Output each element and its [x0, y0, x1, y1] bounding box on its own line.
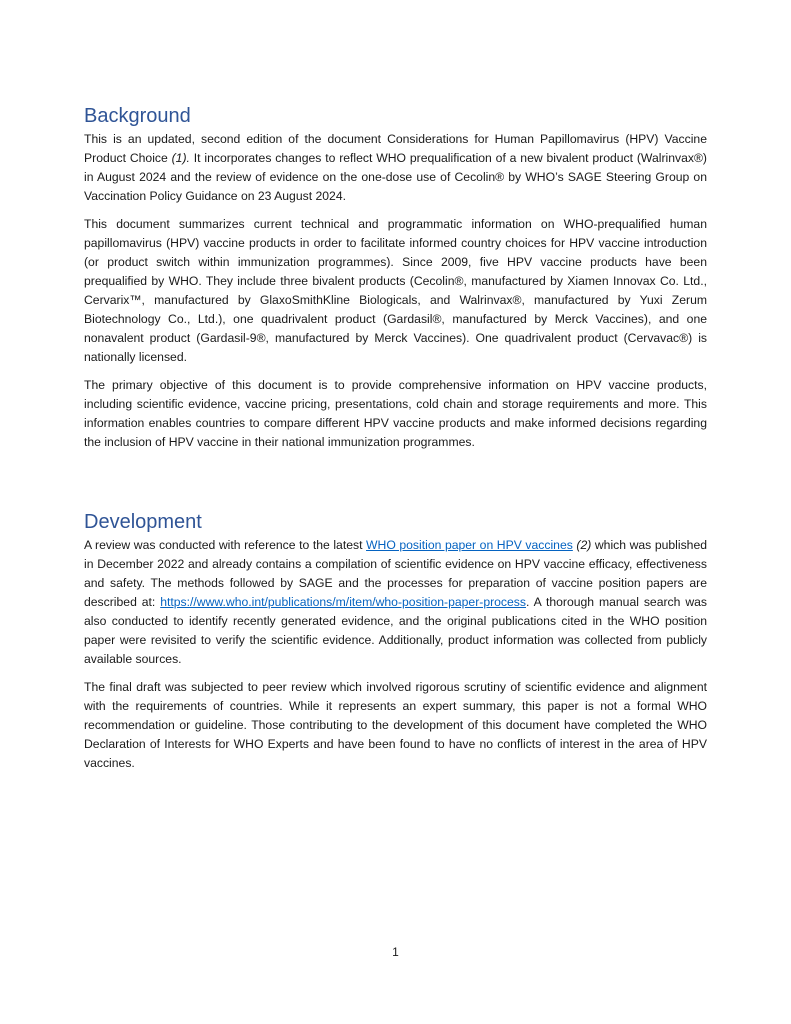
- document-page: [84, 104, 707, 782]
- page-number: 1: [392, 945, 399, 959]
- background-paragraph-2: This document summarizes current technical and programmatic information on WHO-prequalified human papillomavirus (HPV) vaccine products in order to facilitate informed country choices for HPV vaccine introduction (or product switch within immunization programmes). Since 2009, five HPV vaccine products have been prequalified by WHO. They include three bivalent products (Cecolin®, manufactured by Xiamen Innovax Co. Ltd., Cervarix™, manufactured by GlaxoSmithKline Biologicals, and Walrinvax®, manufactured by Yuxi Zerum Biotechnology Co., Ltd.), one quadrivalent product (Gardasil®, manufactured by Merck Vaccines), and one nonavalent product (Gardasil-9®, manufactured by Merck Vaccines). One quadrivalent product (Cervavac®) is nationally licensed.: [84, 217, 707, 364]
- reference-1: (1).: [171, 151, 190, 165]
- development-paragraph-2: The final draft was subjected to peer review which involved rigorous scrutiny of scientific evidence and alignment with the requirements of countries. While it represents an expert summary, this paper is not a formal WHO recommendation or guideline. Those contributing to the development of this document have completed the WHO Declaration of Interests for WHO Experts and have been found to have no conflicts of interest in the area of HPV vaccines.: [84, 680, 707, 770]
- development-heading: Development: [84, 511, 202, 533]
- development-paragraph-1-text-c: . A thorough manual search was also conducted to identify recently generated evidence, and the original publications cited in the WHO position paper were revisited to verify the scientific evidence. Additionally, product information was collected from publicly available sources.: [84, 595, 707, 666]
- position-paper-process-link[interactable]: https://www.who.int/publications/m/item/who-position-paper-process: [160, 595, 526, 609]
- development-paragraph-1: [84, 536, 707, 669]
- background-paragraph-3: The primary objective of this document is to provide comprehensive information on HPV vaccine products, including scientific evidence, vaccine pricing, presentations, cold chain and storage requirements and more. This information enables countries to compare different HPV vaccine products and make informed decisions regarding the inclusion of HPV vaccine in their national immunization programmes.: [84, 378, 707, 449]
- background-paragraph-1-text-a: This is an updated, second edition of the document Considerations for Human Papillomavirus (HPV) Vaccine Product Choice: [84, 132, 707, 165]
- background-paragraph-1-text-b: It incorporates changes to reflect WHO prequalification of a new bivalent product (Walrinvax®) in August 2024 and the review of evidence on the one-dose use of Cecolin® by WHO’s SAGE Steering Group on Vaccination Policy Guidance on 23 August 2024.: [84, 151, 707, 203]
- development-paragraph-1-text-b: which was published in December 2022 and already contains a compilation of scientific evidence on HPV vaccine efficacy, effectiveness and safety. The methods followed by SAGE and the processes for preparation of vaccine position papers are described at:: [84, 538, 708, 609]
- who-position-paper-link[interactable]: WHO position paper on HPV vaccines: [366, 538, 573, 552]
- background-heading: Background: [84, 105, 191, 127]
- development-section: [84, 510, 707, 773]
- reference-2: (2): [572, 538, 592, 552]
- background-paragraph-1: [84, 130, 707, 206]
- development-paragraph-1-text-a: A review was conducted with reference to the latest: [84, 538, 367, 552]
- background-section: [84, 104, 707, 452]
